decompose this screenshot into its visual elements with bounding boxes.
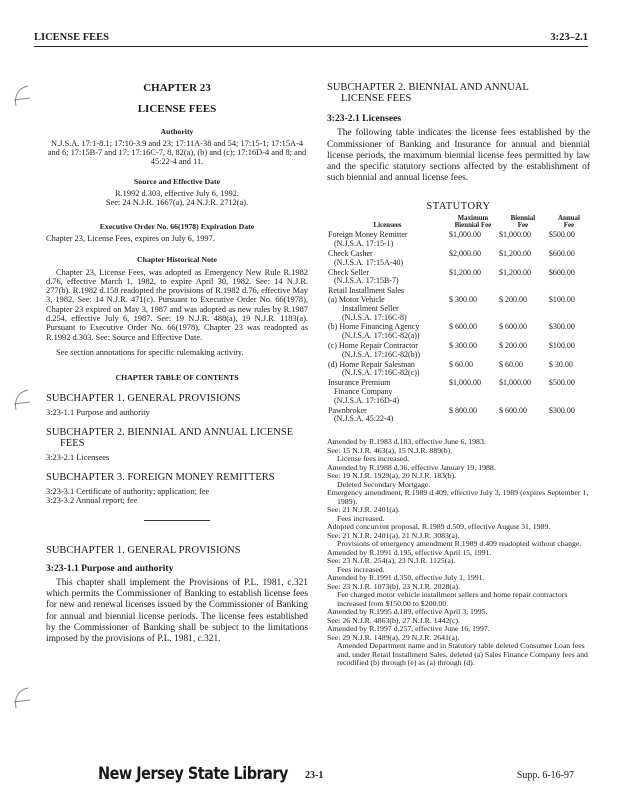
table-row: Check Seller (N.J.S.A. 17:15B-7) $1,200.00 $1,200.00 $600.00 — [328, 267, 575, 286]
table-row: Foreign Money Remitter (N.J.S.A. 17:15-1) $1,000.00 $1,000.00 $500.00 — [328, 230, 575, 249]
history-text: Chapter 23, License Fees, was adopted as Emergency New Rule R.1982 d.76, effective March 1, 1982, to expire April 30, 1982. See: 14 N.J.R. 277(b). R.1982 d.158 readopted the provisions of R.1982 d.76, effective May 3, 1982. See: 14 N.J.R. 471(c). Pursuant to Executive Order No. 66(1978), Chapter 23 expired on May 3, 1987 and was adopted as new rules by R.1987 d.254, effective July 6, 1987. See: 19 N.J.R. 488(a), 19 N.J.R. 1183(a). Pursuant to Executive Order No. 66(1978), Chapter 23 was readopted as R.1992 d.303. See: Source and Effective Date. — [46, 267, 308, 342]
section-2-1-heading: 3:23-2.1 Licensees — [327, 113, 402, 124]
note-line: Provisions of emergency amendment R.1989 d.409 readopted without change. — [337, 539, 582, 549]
running-header — [34, 30, 588, 47]
note-line: Fees increased. — [337, 513, 385, 523]
subchapter-1-title: SUBCHAPTER 1. GENERAL PROVISIONS — [46, 544, 241, 556]
authority-heading: Authority — [160, 126, 194, 136]
toc-subchapter-1[interactable]: SUBCHAPTER 1. GENERAL PROVISIONS — [46, 392, 241, 404]
section-1-1-heading: 3:23-1.1 Purpose and authority — [46, 562, 174, 574]
authority-text: N.J.S.A. 17:1-8.1; 17:10-3.9 and 23; 17:11A-38 and 54; 17:15-1; 17:15A-4 and 6; 17:15B-7 and 17; 17:16C-7, 8, 82(a), (b) and (c); 17:16D-4 and 8; and 45:22-4 and 11. — [47, 138, 307, 167]
header-section: 3:23–2.1 — [550, 32, 588, 43]
col-biennial: Biennial Fee — [510, 214, 536, 230]
chapter-title: LICENSE FEES — [137, 103, 217, 116]
table-row: Pawnbroker (N.J.S.A. 45:22-4) $ 800.00 $ 600.00 $300.00 — [328, 405, 575, 424]
note-line: Amended by R.1983 d.183, effective June 6, 1983. — [327, 437, 486, 447]
note-line: Fee charged motor vehicle installment sellers and home repair contractors increased from $150.00 to $200.00. — [337, 590, 568, 608]
history-heading: Chapter Historical Note — [137, 255, 217, 265]
note-line: Adopted concurrent proposal, R.1989 d.509, effective August 31, 1989. — [327, 522, 551, 532]
note-line: Amended by R.1995 d.189, effective April 3, 1995. — [327, 607, 488, 617]
subchapter-2-title-cont: LICENSE FEES — [341, 93, 412, 104]
library-stamp: New Jersey State Library — [98, 764, 288, 784]
right-column — [327, 82, 590, 668]
fee-table — [327, 215, 590, 425]
col-licensees: Licensees — [373, 222, 402, 230]
punch-hole-mark — [10, 686, 34, 712]
table-row: (d) Home Repair Salesman (N.J.S.A. 17:16C-82(c)) $ 60.00 $ 60.00 $ 30.00 — [328, 359, 573, 378]
toc-heading: CHAPTER TABLE OF CONTENTS — [115, 373, 239, 383]
note-line: Amended by R.1991 d.350, effective July 1, 1991. — [327, 573, 485, 583]
subchapter-2-title: SUBCHAPTER 2. BIENNIAL AND ANNUAL — [327, 82, 529, 93]
note-line: See: 21 N.J.R. 2401(a), 21 N.J.R. 3083(a). — [327, 530, 460, 540]
chapter-number: CHAPTER 23 — [143, 82, 211, 94]
col-annual: Annual Fee — [558, 214, 580, 230]
note-line: Deleted Secondary Mortgage. — [337, 479, 431, 489]
table-row: (c) Home Repair Contractor (N.J.S.A. 17:16C-82(b)) $ 300.00 $ 200.00 $100.00 — [328, 340, 575, 359]
note-line: See: 23 N.J.R. 1073(b), 23 N.J.R. 2028(a). — [327, 581, 460, 591]
toc-item[interactable]: 3:23-1.1 Purpose and authority — [46, 407, 150, 417]
toc-item[interactable]: 3:23-2.1 Licensees — [46, 452, 110, 462]
section-2-1-text: The following table indicates the license fees established by the Commissioner of Banking and Insurance for annual and biennial license periods, the maximum biennial license fees permitted by law and the specific statutory sections affected by the establishment of such biennial and annual license fees. — [327, 128, 590, 184]
punch-hole-mark — [10, 388, 34, 414]
toc-subchapter-2[interactable]: SUBCHAPTER 2. BIENNIAL AND ANNUAL LICENSE — [46, 426, 294, 438]
eo-text: Chapter 23, License Fees, expires on July 6, 1997. — [46, 233, 215, 243]
table-row: (b) Home Financing Agency (N.J.S.A. 17:16C-82(a)) $ 600.00 $ 600.00 $300.00 — [328, 322, 575, 341]
note-line: See: 23 N.J.R. 254(a), 23 N.J.R. 1125(a). — [327, 556, 456, 566]
note-line: See: 26 N.J.R. 4863(b), 27 N.J.R. 1442(c). — [327, 615, 460, 625]
note-line: Amended by R.1988 d.36, effective January 19, 1988. — [327, 462, 496, 472]
toc-item[interactable]: 3:23-3.1 Certificate of authority; application; fee — [46, 487, 210, 497]
source-line-2: See: 24 N.J.R. 1667(a), 24 N.J.R. 2712(a). — [105, 198, 249, 208]
section-1-1-text: This chapter shall implement the Provisions of P.L. 1981, c.321 which permits the Commissioner of Banking to establish license fees for new and renewal licenses issued by the Commissioner of Banking for annual and biennial license periods. The license fees established by the Commissioner of Banking shall be subject to the limitations imposed by the provisions of P.L. 1981, c.321. — [46, 578, 308, 645]
punch-hole-mark — [10, 84, 34, 110]
amendment-notes — [327, 438, 590, 668]
note-line: Emergency amendment, R.1989 d.409, effective July 3, 1989 (expires September 1, 1989). — [327, 488, 589, 506]
page-number: 23-1 — [305, 770, 324, 781]
table-row: Retail Installment Sales — [328, 286, 404, 296]
section-divider — [144, 520, 210, 521]
note-line: See: 21 N.J.R. 2401(a). — [327, 505, 400, 515]
col-max-biennial: Maximum Biennial Fee — [454, 214, 492, 230]
table-row: Check Casher (N.J.S.A. 17:15A-40) $2,000.00 $1,200.00 $600.00 — [328, 249, 575, 267]
see-annotations: See section annotations for specific rulemaking activity. — [56, 347, 244, 357]
statutory-heading: STATUTORY — [426, 201, 491, 213]
note-line: See: 19 N.J.R. 1929(a), 20 N.J.R. 183(b). — [327, 471, 457, 481]
note-line: Fees increased. — [337, 564, 385, 574]
table-row: (a) Motor Vehicle Installment Seller (N.J.S.A. 17:16C-8) $ 300.00 $ 200.00 $100.00 — [328, 295, 575, 322]
note-line: Amended by R.1997 d.257, effective June 16, 1997. — [327, 624, 490, 634]
toc-item[interactable]: 3:23-3.2 Annual report; fee — [46, 496, 138, 506]
left-column — [46, 80, 308, 645]
table-row: Insurance Premium Finance Company (N.J.S.A. 17:16D-4) $1,000.00 $1,000.00 $500.00 — [328, 378, 575, 405]
toc-subchapter-2-cont: FEES — [60, 437, 85, 449]
note-line: Amended Department name and in Statutory table deleted Consumer Loan fees and, under Retail Installment Sales, deleted (a) Sales Finance Company fees and recodified (b) through (e) as (a) through (d). — [337, 641, 588, 668]
header-title: LICENSE FEES — [34, 32, 109, 43]
note-line: Amended by R.1991 d.195, effective April 15, 1991. — [327, 547, 492, 557]
note-line: See: 15 N.J.R. 463(a), 15 N.J.R. 889(b). — [327, 445, 453, 455]
supplement-date: Supp. 6-16-97 — [516, 770, 574, 781]
note-line: License fees increased. — [337, 454, 410, 464]
note-line: See: 29 N.J.R. 1489(a), 29 N.J.R. 2641(a). — [327, 632, 460, 642]
eo-heading: Executive Order No. 66(1978) Expiration Date — [99, 221, 255, 231]
source-heading: Source and Effective Date — [133, 176, 221, 186]
source-line-1: R.1992 d.303, effective July 6, 1992. — [114, 189, 240, 199]
toc-subchapter-3[interactable]: SUBCHAPTER 3. FOREIGN MONEY REMITTERS — [46, 472, 275, 484]
